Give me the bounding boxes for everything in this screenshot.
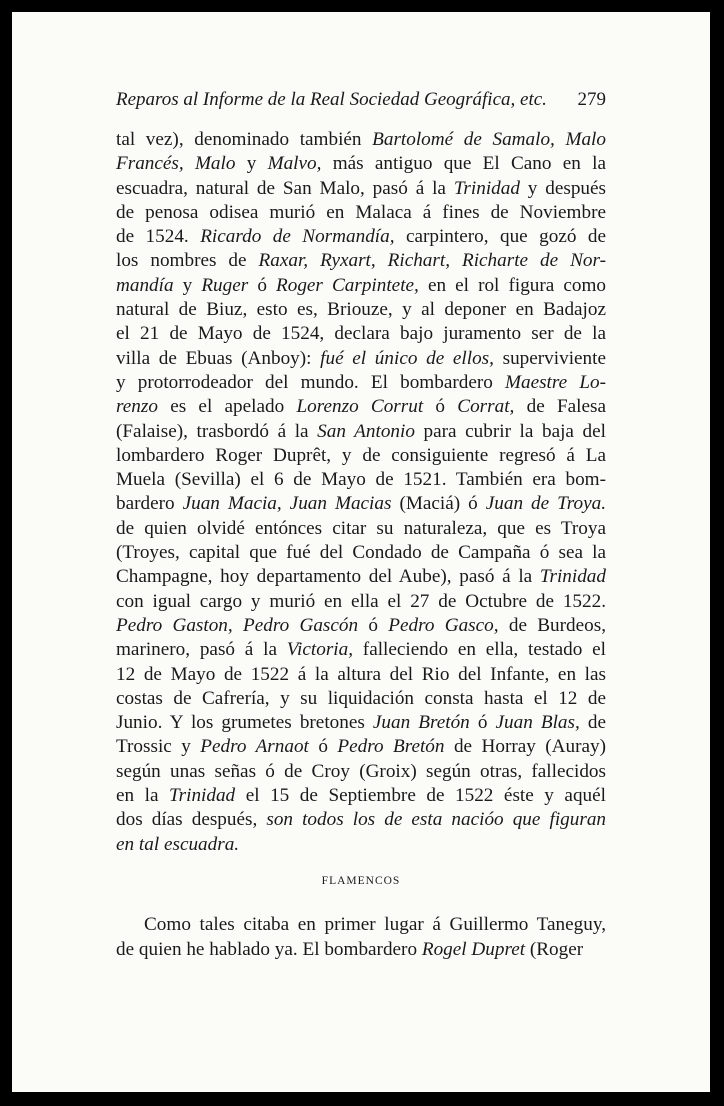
running-title: Reparos al Informe de la Real Sociedad Geográfica, etc. (116, 89, 547, 110)
text-run: Raxar, Ryxart, Richart, Richarte de Nor- (258, 250, 606, 272)
text-run: el 21 de Mayo de 1524, declara bajo juramento ser de la (116, 323, 606, 345)
paragraph (116, 128, 606, 857)
text-run: mandía (116, 274, 174, 296)
text-line (116, 395, 606, 419)
text-run: ó (469, 712, 496, 734)
text-line (116, 760, 606, 784)
text-line (116, 152, 606, 176)
text-line (116, 711, 606, 735)
text-line (116, 322, 606, 346)
text-run: Como tales citaba en primer lugar á Guillermo Taneguy, (144, 914, 606, 936)
text-run: en la (116, 785, 170, 807)
text-run: Juan Bretón (372, 712, 470, 734)
text-run: Corrat, (457, 396, 515, 418)
text-line (116, 938, 606, 962)
text-run: y después (519, 177, 607, 199)
text-line (116, 833, 606, 857)
text-run: Juan Blas, (495, 712, 580, 734)
text-line (116, 913, 606, 937)
text-run: Trinidad (539, 566, 606, 588)
text-line (116, 420, 606, 444)
text-run: y (173, 274, 202, 296)
text-run: Ruger (201, 274, 249, 296)
text-run: Pedro Arnaot (200, 736, 309, 758)
text-run: de 1524. (116, 226, 201, 248)
text-run: los nombres de (116, 250, 259, 272)
text-line (116, 371, 606, 395)
text-run: son todos los de esta nacióo que figuran (266, 809, 607, 831)
text-run: Lorenzo Corrut (296, 396, 424, 418)
text-run: más antiguo que El Cano en la (321, 153, 606, 175)
text-run: bardero (116, 493, 183, 515)
text-run: para cubrir la baja del (414, 420, 606, 442)
text-run: en el rol figura como (418, 274, 607, 296)
text-run: 12 de Mayo de 1522 á la altura del Rio del Infante, en las (116, 663, 606, 685)
text-line (116, 590, 606, 614)
text-line (116, 177, 606, 201)
text-line (116, 614, 606, 638)
section-heading: FLAMENCOS (321, 874, 401, 887)
text-run: Ricardo de Normandía, (200, 226, 395, 248)
text-run: Pedro Gasco, (388, 614, 499, 636)
text-run: y (235, 153, 268, 175)
text-run: Malvo, (267, 153, 322, 175)
text-run: ó (308, 736, 338, 758)
body-text (116, 128, 606, 962)
text-run: con igual cargo y murió en ella el 27 de Octubre de 1522. (116, 590, 606, 612)
text-run: Pedro Gaston, Pedro Gascón (116, 614, 359, 636)
text-run: ó (248, 274, 276, 296)
text-run: Victoria, (286, 639, 354, 661)
text-run: Pedro Bretón (337, 736, 445, 758)
text-run: costas de Cafrería, y su liquidación consta hasta el 12 de (116, 687, 606, 709)
text-run: Champagne, hoy departamento del Aube), pasó á la (116, 566, 540, 588)
text-line (116, 347, 606, 371)
text-run: de Burdeos, (498, 614, 606, 636)
text-run: ó (358, 614, 389, 636)
text-line (116, 735, 606, 759)
text-run: (Roger (525, 938, 584, 960)
text-run: Muela (Sevilla) el 6 de Mayo de 1521. También era bom- (116, 469, 606, 491)
text-run: de quien olvidé entónces citar su naturaleza, que es Troya (116, 517, 606, 539)
text-run: según unas señas ó de Croy (Groix) según otras, fallecidos (116, 760, 606, 782)
text-line (116, 784, 606, 808)
text-line (116, 444, 606, 468)
text-run: dos días después, (116, 809, 267, 831)
text-run: Trinidad (453, 177, 520, 199)
text-run: ó (423, 396, 458, 418)
text-run: Juan de Troya. (485, 493, 606, 515)
text-line (116, 541, 606, 565)
text-run: en tal escuadra. (116, 833, 240, 855)
page-number: 279 (577, 89, 606, 110)
text-run: es el apelado (157, 396, 297, 418)
text-line (116, 517, 606, 541)
text-run: lombardero Roger Duprêt, y de consiguiente regresó á La (116, 444, 606, 466)
text-line (116, 274, 606, 298)
text-line (116, 249, 606, 273)
text-run: (Falaise), trasbordó á la (116, 420, 318, 442)
text-run: de penosa odisea murió en Malaca á fines de Noviembre (116, 201, 606, 223)
text-run: San Antonio (317, 420, 415, 442)
text-run: natural de Biuz, esto es, Briouze, y al deponer en Badajoz (116, 299, 606, 321)
text-run: de quien he hablado ya. El bombardero (116, 938, 422, 960)
text-run: carpintero, que gozó de (394, 226, 606, 248)
text-run: superviviente (493, 347, 606, 369)
text-run: el 15 de Septiembre de 1522 éste y aquél (235, 785, 606, 807)
text-run: y protorrodeador del mundo. El bombardero (116, 371, 505, 393)
text-run: de (579, 712, 606, 734)
text-run: marinero, pasó á la (116, 639, 287, 661)
text-line (116, 492, 606, 516)
text-line (116, 687, 606, 711)
text-run: Trossic y (116, 736, 201, 758)
text-run: (Troyes, capital que fué del Condado de Campaña ó sea la (116, 542, 606, 564)
text-line (116, 565, 606, 589)
text-run: Roger Carpintete, (276, 274, 419, 296)
text-run: Juan Macia, Juan Macias (182, 493, 392, 515)
text-run: renzo (116, 396, 158, 418)
text-line (116, 638, 606, 662)
text-run: de Horray (Auray) (444, 736, 607, 758)
text-run: Bartolomé de Samalo, Malo (372, 129, 606, 150)
text-run: villa de Ebuas (Anboy): (116, 347, 321, 369)
text-line (116, 128, 606, 152)
text-run: fué el único de ellos, (320, 347, 494, 369)
text-run: falleciendo en ella, testado el (353, 639, 606, 661)
text-run: Trinidad (169, 785, 236, 807)
text-line (116, 808, 606, 832)
text-run: Francés, Malo (116, 153, 236, 175)
text-line (116, 225, 606, 249)
text-line (116, 663, 606, 687)
text-run: de Falesa (514, 396, 606, 418)
text-line (116, 298, 606, 322)
text-run: Maestre Lo- (505, 371, 606, 393)
text-run: tal vez), denominado también (116, 129, 373, 150)
text-line (116, 201, 606, 225)
text-run: (Maciá) ó (391, 493, 486, 515)
text-line (116, 468, 606, 492)
text-run: Junio. Y los grumetes bretones (116, 712, 373, 734)
book-page (12, 12, 710, 1092)
text-run: Rogel Dupret (421, 938, 526, 960)
running-header (116, 88, 606, 112)
text-run: escuadra, natural de San Malo, pasó á la (116, 177, 454, 199)
paragraph (116, 913, 606, 962)
